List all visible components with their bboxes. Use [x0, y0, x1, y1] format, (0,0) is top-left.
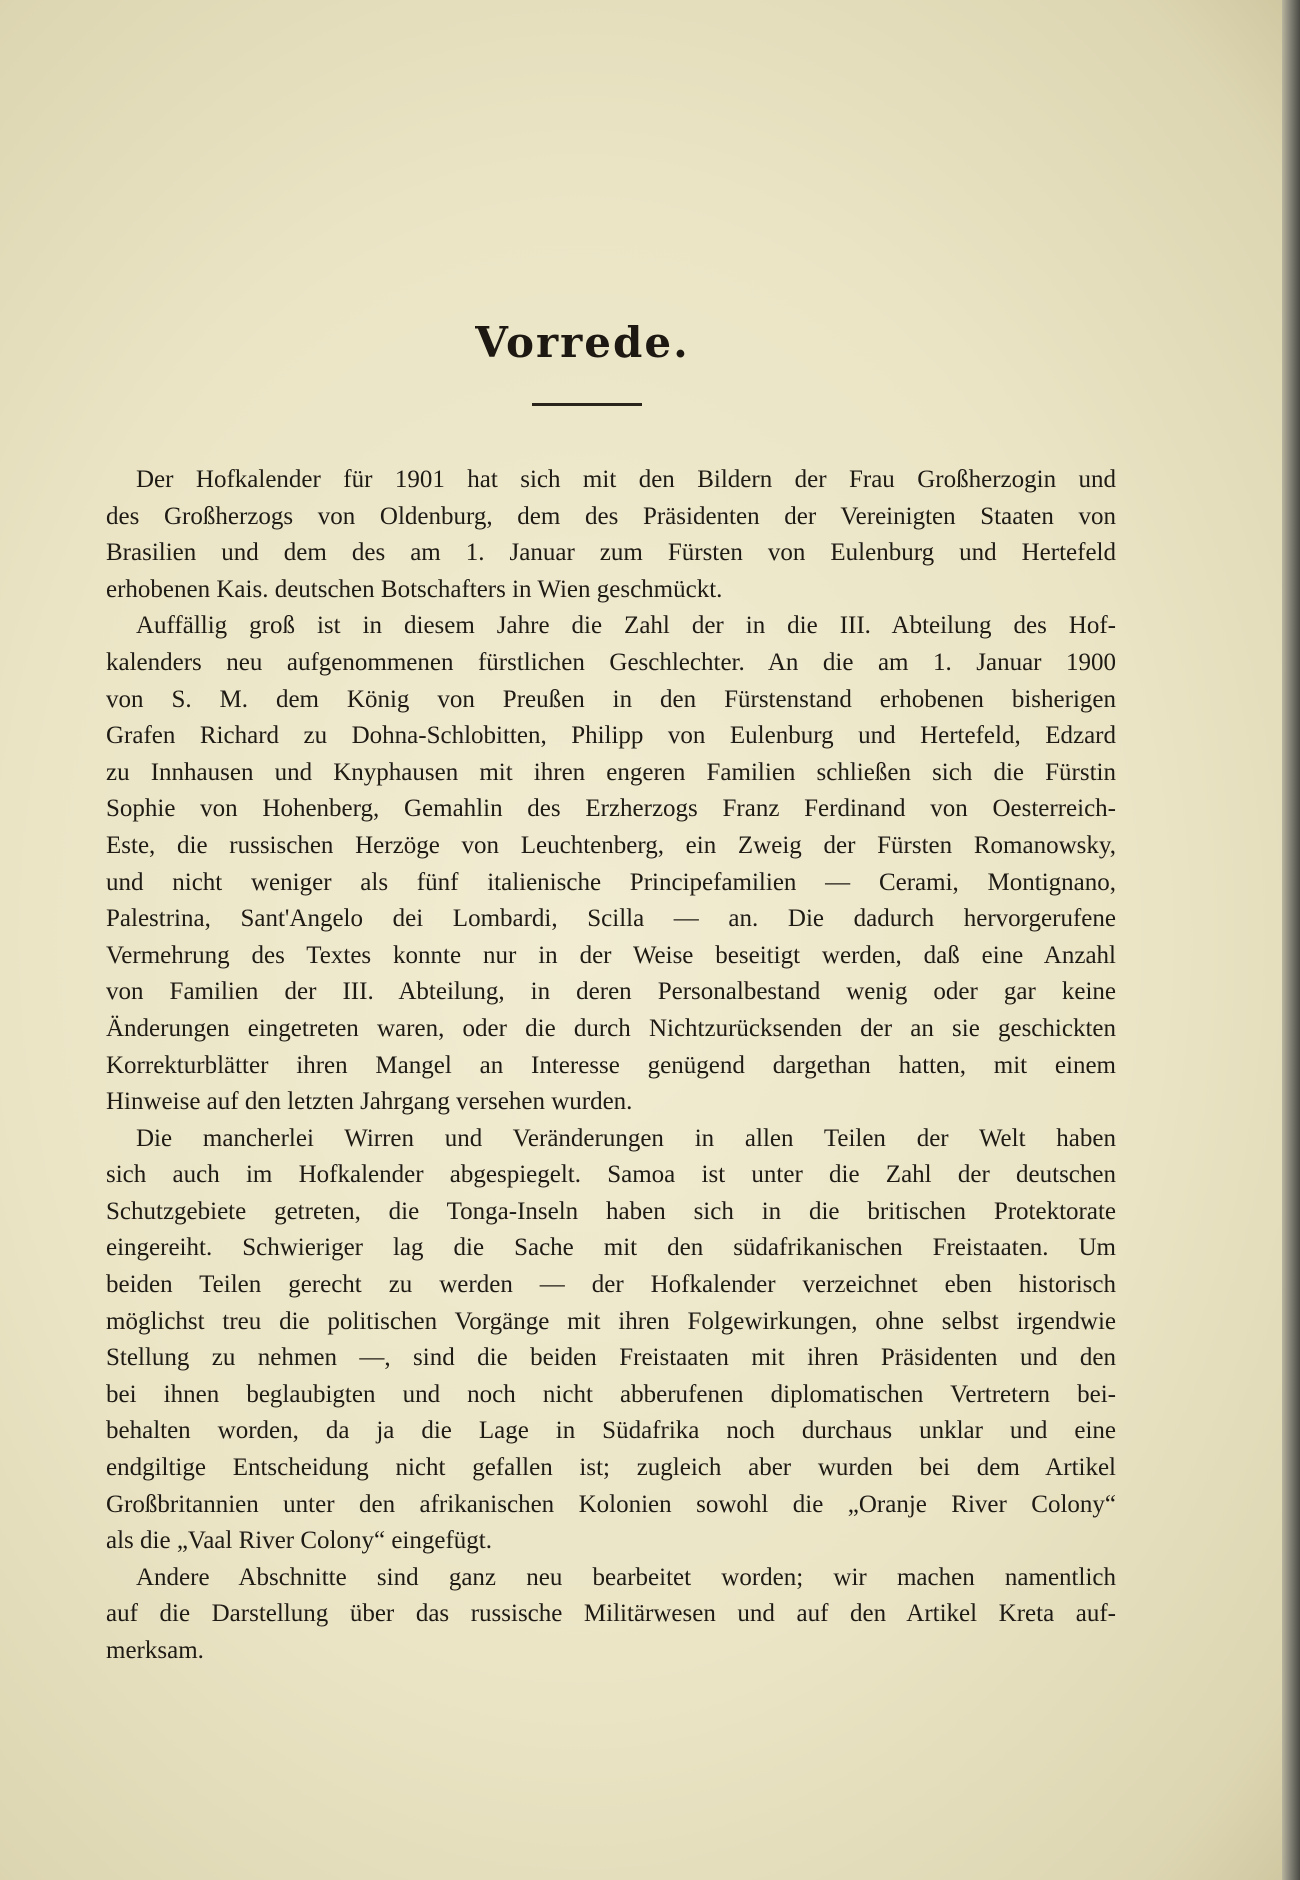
text-line: bei ihnen beglaubigten und noch nicht abberufenen diplomatischen Vertretern bei- [106, 1380, 1116, 1408]
text-line: des Großherzogs von Oldenburg, dem des Präsidenten der Vereinigten Staaten von [106, 502, 1116, 530]
paragraph [106, 1560, 1116, 1670]
text-line: Sophie von Hohenberg, Gemahlin des Erzherzogs Franz Ferdinand von Oesterreich- [106, 795, 1116, 823]
paragraph [106, 462, 1116, 608]
text-line: auf die Darstellung über das russische Militärwesen und auf den Artikel Kreta auf- [106, 1600, 1116, 1628]
text-line: von Familien der III. Abteilung, in deren Personalbestand wenig oder gar keine [106, 978, 1116, 1006]
title-divider [532, 403, 642, 406]
text-line: Hinweise auf den letzten Jahrgang versehen wurden. [106, 1088, 633, 1116]
text-line: eingereiht. Schwieriger lag die Sache mit den südafrikanischen Freistaaten. Um [106, 1234, 1116, 1262]
text-line: behalten worden, da ja die Lage in Südafrika noch durchaus unklar und eine [106, 1417, 1116, 1445]
text-line: Vermehrung des Textes konnte nur in der Weise beseitigt werden, daß eine Anzahl [106, 941, 1116, 969]
text-line: Stellung zu nehmen —, sind die beiden Freistaaten mit ihren Präsidenten und den [106, 1344, 1116, 1372]
text-line: Großbritannien unter den afrikanischen Kolonien sowohl die „Oranje River Colony“ [106, 1490, 1116, 1518]
page-title: Vorrede. [475, 318, 690, 367]
text-line: merksam. [106, 1637, 204, 1664]
text-line: Die mancherlei Wirren und Veränderungen in allen Teilen der Welt haben [136, 1124, 1116, 1152]
text-line: Änderungen eingetreten waren, oder die durch Nichtzurücksenden der an sie geschickten [106, 1014, 1116, 1042]
page-edge [1282, 0, 1300, 1880]
text-line: von S. M. dem König von Preußen in den Fürstenstand erhobenen bisherigen [106, 685, 1116, 713]
text-line: Korrekturblätter ihren Mangel an Interesse genügend dargethan hatten, mit einem [106, 1051, 1116, 1079]
text-line: erhobenen Kais. deutschen Botschafters in Wien geschmückt. [106, 575, 723, 603]
text-line: möglichst treu die politischen Vorgänge mit ihren Folgewirkungen, ohne selbst irgendwie [106, 1307, 1116, 1335]
text-line: Der Hofkalender für 1901 hat sich mit den Bildern der Frau Großherzogin und [136, 466, 1116, 493]
text-line: beiden Teilen gerecht zu werden — der Hofkalender verzeichnet eben historisch [106, 1271, 1116, 1299]
text-line: Andere Abschnitte sind ganz neu bearbeitet worden; wir machen namentlich [136, 1563, 1116, 1591]
paragraph [106, 608, 1116, 1120]
text-line: als die „Vaal River Colony“ eingefügt. [106, 1527, 492, 1555]
text-line: Brasilien und dem des am 1. Januar zum Fürsten von Eulenburg und Hertefeld [106, 539, 1116, 567]
text-line: Este, die russischen Herzöge von Leuchtenberg, ein Zweig der Fürsten Romanowsky, [106, 831, 1116, 859]
text-line: zu Innhausen und Knyphausen mit ihren engeren Familien schließen sich die Fürstin [106, 758, 1116, 786]
text-line: kalenders neu aufgenommenen fürstlichen Geschlechter. An die am 1. Januar 1900 [106, 648, 1116, 676]
text-line: Auffällig groß ist in diesem Jahre die Zahl der in die III. Abteilung des Hof- [136, 612, 1116, 640]
text-line: Schutzgebiete getreten, die Tonga-Inseln haben sich in die britischen Protektorate [106, 1197, 1116, 1225]
text-line: und nicht weniger als fünf italienische Principefamilien — Cerami, Montignano, [106, 868, 1116, 896]
text-line: endgiltige Entscheidung nicht gefallen ist; zugleich aber wurden bei dem Artikel [106, 1454, 1116, 1482]
preface-text [106, 462, 1116, 1670]
text-line: Palestrina, Sant'Angelo dei Lombardi, Scilla — an. Die dadurch hervorgerufene [106, 905, 1116, 933]
paragraph [106, 1121, 1116, 1560]
text-line: sich auch im Hofkalender abgespiegelt. Samoa ist unter die Zahl der deutschen [106, 1161, 1116, 1189]
text-line: Grafen Richard zu Dohna-Schlobitten, Philipp von Eulenburg und Hertefeld, Edzard [106, 722, 1116, 750]
